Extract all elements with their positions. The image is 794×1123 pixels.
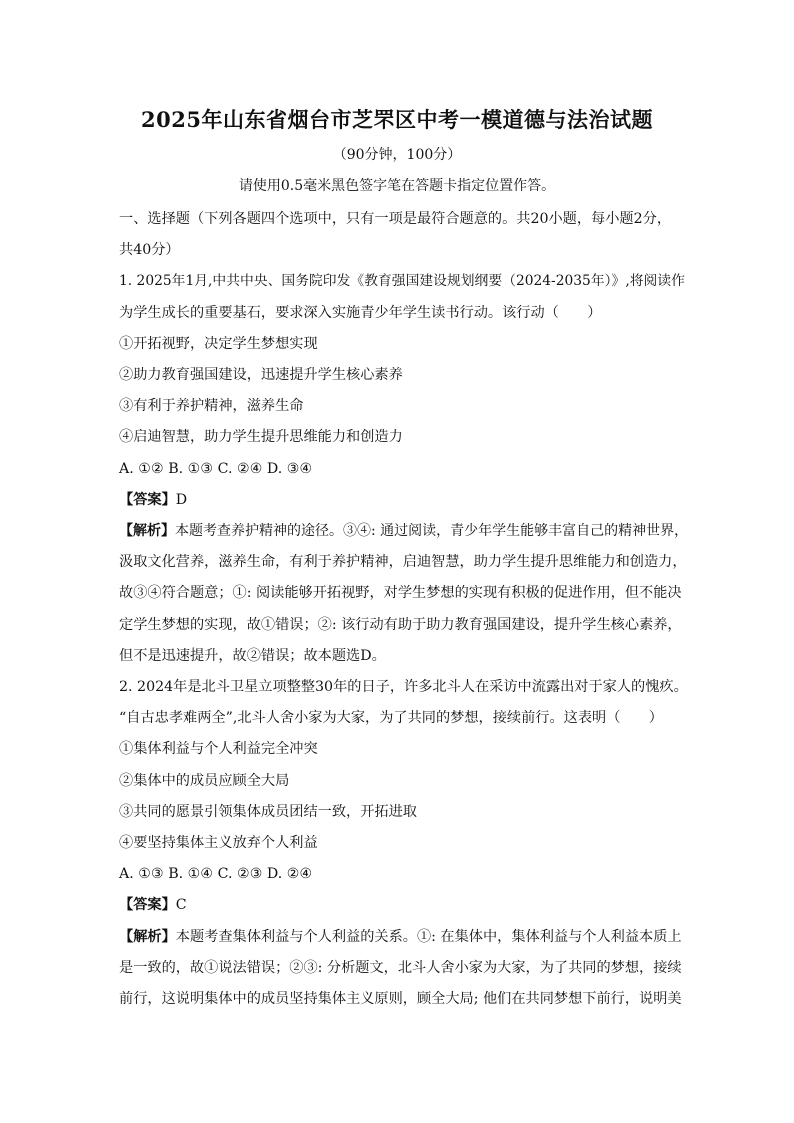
question-1-stem-line1: 1. 2025年1月,中共中央、国务院印发《教育强国建设规划纲要（2024-2035年）》,将阅读作 [119, 273, 685, 290]
question-1-stem-line2: 为学生成长的重要基石，要求深入实施青少年学生读书行动。该行动（ ） [119, 304, 602, 321]
question-2-analysis-line3: 前行，这说明集体中的成员坚持集体主义原则，顾全大局; 他们在共同梦想下前行，说明美 [119, 991, 682, 1008]
question-1-analysis-line1 [119, 516, 691, 547]
section-heading-line1: 一、选择题（下列各题四个选项中，只有一项是最符合题意的。共20小题，每小题2分， [119, 211, 672, 227]
question-2-analysis-line2: 是一致的，故①说法错误；②③: 分析题文，北斗人舍小家为大家，为了共同的梦想，接续 [119, 959, 682, 976]
question-2-option-2: ②集体中的成员应顾全大局 [119, 772, 290, 789]
exam-body [119, 204, 691, 1015]
question-1-choices: A. ①② B. ①③ C. ②④ D. ③④ [119, 460, 313, 477]
answer-label: 【答案】 [119, 491, 176, 508]
question-1-option-1: ①开拓视野，决定学生梦想实现 [119, 335, 318, 352]
question-1-option-3: ③有利于养护精神，滋养生命 [119, 398, 304, 415]
question-2-stem-line1: 2. 2024年是北斗卫星立项整整30年的日子，许多北斗人在采访中流露出对于家人的愧疚。 [119, 679, 688, 696]
document-subtitle: （90分钟，100分） [332, 147, 462, 163]
analysis-text: 本题考查集体利益与个人利益的关系。①: 在集体中，集体利益与个人利益本质上 [175, 928, 682, 945]
question-1-option-4: ④启迪智慧，助力学生提升思维能力和创造力 [119, 429, 403, 446]
analysis-label: 【解析】 [119, 928, 176, 945]
question-2-stem-line2: “自古忠孝难两全”,北斗人舍小家为大家，为了共同的梦想，接续前行。这表明（ ） [119, 710, 663, 727]
question-1-analysis-line5: 但不是迅速提升，故②错误；故本题选D。 [119, 647, 386, 664]
question-1-analysis-line3: 故③④符合题意；①: 阅读能够开拓视野，对学生梦想的实现有积极的促进作用，但不能决 [119, 585, 682, 602]
question-2-option-1: ①集体利益与个人利益完全冲突 [119, 741, 318, 758]
question-2-option-4: ④要坚持集体主义放弃个人利益 [119, 835, 318, 852]
question-2-choices: A. ①③ B. ①④ C. ②③ D. ②④ [119, 866, 313, 883]
question-1-answer [119, 485, 691, 516]
question-1-analysis-line4: 定学生梦想的实现，故①错误；②: 该行动有助于助力教育强国建设，提升学生核心素养， [119, 616, 682, 633]
document-title: 2025年山东省烟台市芝罘区中考一模道德与法治试题 [141, 107, 653, 132]
question-2-analysis-line1 [119, 922, 691, 953]
answer-value: C [175, 897, 187, 914]
question-1-option-2: ②助力教育强国建设，迅速提升学生核心素养 [119, 367, 403, 384]
question-1-analysis-line2: 汲取文化营养，滋养生命，有利于养护精神，启迪智慧，助力学生提升思维能力和创造力， [119, 554, 687, 571]
question-2-option-3: ③共同的愿景引领集体成员团结一致，开拓进取 [119, 803, 417, 820]
section-heading-line2: 共40分） [119, 242, 180, 259]
question-2-answer [119, 890, 691, 921]
analysis-text: 本题考查养护精神的途径。③④: 通过阅读，青少年学生能够丰富自己的精神世界， [175, 523, 689, 540]
answer-label: 【答案】 [119, 897, 176, 914]
answer-value: D [175, 491, 188, 508]
exam-instruction: 请使用0.5毫米黑色签字笔在答题卡指定位置作答。 [238, 178, 556, 194]
analysis-label: 【解析】 [119, 523, 175, 540]
